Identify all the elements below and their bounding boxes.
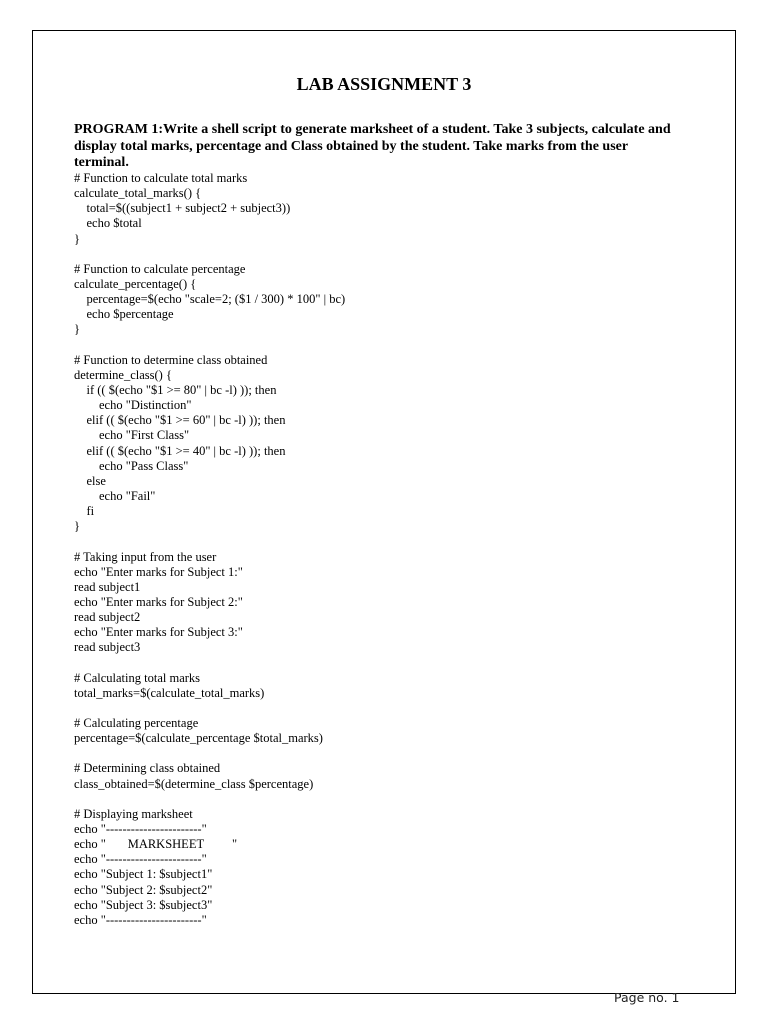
- code-line: echo "Enter marks for Subject 1:": [74, 564, 243, 579]
- code-line: echo " MARKSHEET ": [74, 837, 238, 852]
- code-line: }: [74, 322, 80, 337]
- code-line: [74, 338, 694, 353]
- code-line: echo "Subject 1: $subject1": [74, 867, 213, 882]
- code-line: echo "Subject 2: $subject2": [74, 882, 213, 897]
- code-line: else: [74, 473, 106, 488]
- code-line: # Displaying marksheet: [74, 806, 193, 821]
- code-line: [74, 746, 694, 761]
- code-line: [74, 792, 694, 807]
- page-number: Page no. 1: [614, 990, 680, 1005]
- code-line: read subject2: [74, 610, 141, 625]
- code-line: elif (( $(echo "$1 >= 40" | bc -l) )); then: [74, 443, 286, 458]
- code-line: # Calculating total marks: [74, 670, 201, 685]
- code-line: if (( $(echo "$1 >= 80" | bc -l) )); then: [74, 382, 277, 397]
- code-line: [74, 534, 694, 549]
- code-line: echo "Enter marks for Subject 3:": [74, 625, 243, 640]
- code-line: elif (( $(echo "$1 >= 60" | bc -l) )); then: [74, 413, 286, 428]
- code-line: total=$((subject1 + subject2 + subject3)): [74, 201, 291, 216]
- code-line: # Calculating percentage: [74, 716, 199, 731]
- code-line: [74, 701, 694, 716]
- code-line: class_obtained=$(determine_class $percentage): [74, 776, 314, 791]
- code-line: echo $percentage: [74, 307, 174, 322]
- code-line: total_marks=$(calculate_total_marks): [74, 685, 265, 700]
- code-line: echo "Fail": [74, 488, 156, 503]
- code-line: [74, 656, 694, 671]
- code-line: # Determining class obtained: [74, 761, 221, 776]
- code-block: [74, 171, 694, 928]
- code-line: # Function to calculate percentage: [74, 261, 246, 276]
- code-line: }: [74, 231, 80, 246]
- code-line: # Function to calculate total marks: [74, 171, 248, 185]
- problem-statement: PROGRAM 1:Write a shell script to generate marksheet of a student. Take 3 subjects, calculate and display total marks, percentage and Class obtained by the student. Take marks from the user terminal.: [74, 122, 671, 170]
- code-line: echo "-----------------------": [74, 822, 207, 837]
- document-title: LAB ASSIGNMENT 3: [296, 74, 472, 94]
- code-line: echo "Pass Class": [74, 458, 189, 473]
- code-line: echo "Enter marks for Subject 2:": [74, 594, 243, 609]
- code-line: echo $total: [74, 216, 142, 231]
- code-line: determine_class() {: [74, 367, 172, 382]
- code-line: read subject3: [74, 640, 141, 655]
- code-line: calculate_percentage() {: [74, 276, 197, 291]
- code-line: }: [74, 519, 80, 534]
- code-line: fi: [74, 504, 95, 519]
- code-line: echo "Subject 3: $subject3": [74, 897, 213, 912]
- code-line: [74, 247, 694, 262]
- code-line: # Function to determine class obtained: [74, 352, 268, 367]
- code-line: echo "-----------------------": [74, 852, 207, 867]
- code-line: echo "Distinction": [74, 398, 192, 413]
- code-line: calculate_total_marks() {: [74, 186, 202, 201]
- code-line: # Taking input from the user: [74, 549, 217, 564]
- code-line: echo "-----------------------": [74, 912, 207, 927]
- code-line: echo "First Class": [74, 428, 190, 443]
- code-line: read subject1: [74, 579, 141, 594]
- code-line: percentage=$(calculate_percentage $total_marks): [74, 731, 323, 746]
- code-line: percentage=$(echo "scale=2; ($1 / 300) * 100" | bc): [74, 292, 346, 307]
